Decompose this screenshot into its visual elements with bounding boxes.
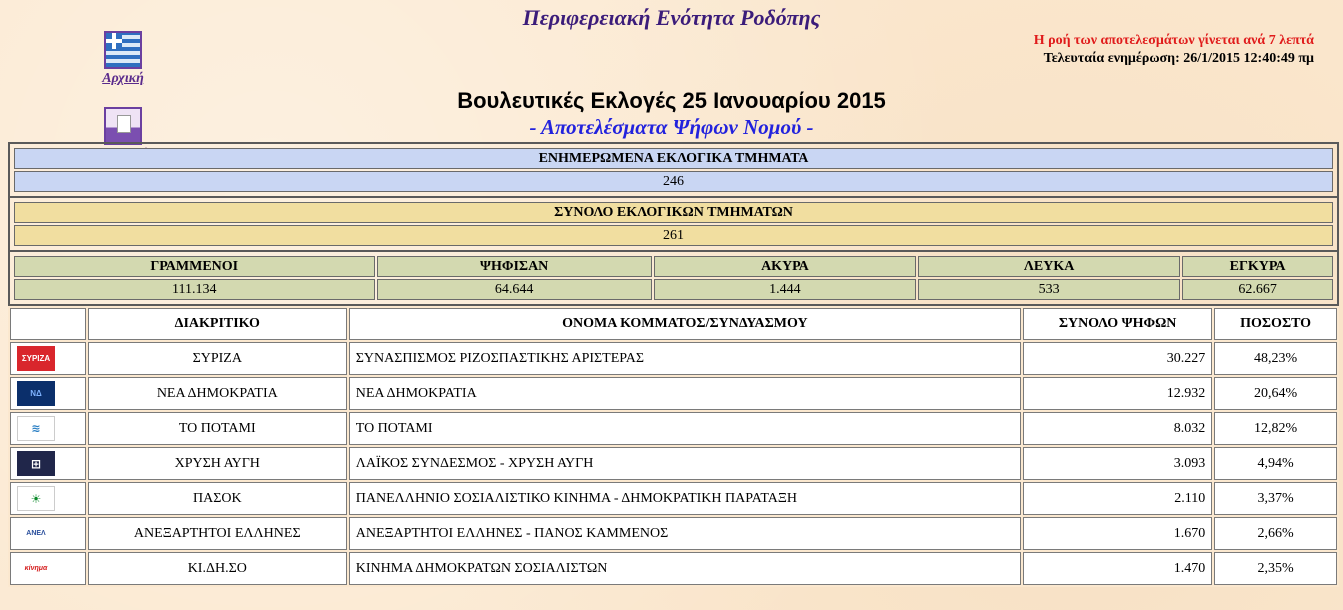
party-percentage: 2,66%	[1214, 517, 1337, 550]
party-abbr: ΝΕΑ ΔΗΜΟΚΡΑΤΙΑ	[88, 377, 347, 410]
party-abbr: ΣΥΡΙΖΑ	[88, 342, 347, 375]
party-percentage: 4,94%	[1214, 447, 1337, 480]
updated-sections-value: 246	[14, 171, 1333, 192]
xa-logo-icon: ⊞	[17, 451, 55, 476]
party-votes: 8.032	[1023, 412, 1212, 445]
party-name: ΣΥΝΑΣΠΙΣΜΟΣ ΡΙΖΟΣΠΑΣΤΙΚΗΣ ΑΡΙΣΤΕΡΑΣ	[349, 342, 1021, 375]
party-abbr: ΠΑΣΟΚ	[88, 482, 347, 515]
stat-header-blank: ΛΕΥΚΑ	[918, 256, 1180, 277]
total-sections-label: ΣΥΝΟΛΟ ΕΚΛΟΓΙΚΩΝ ΤΜΗΜΑΤΩΝ	[14, 202, 1333, 223]
party-name: ΑΝΕΞΑΡΤΗΤΟΙ ΕΛΛΗΝΕΣ - ΠΑΝΟΣ ΚΑΜΜΕΝΟΣ	[349, 517, 1021, 550]
table-row	[10, 342, 1337, 375]
party-votes: 12.932	[1023, 377, 1212, 410]
stat-value-valid: 62.667	[1182, 279, 1333, 300]
stat-header-valid: ΕΓΚΥΡΑ	[1182, 256, 1333, 277]
header-logo	[10, 308, 86, 340]
stat-header-voted: ΨΗΦΙΣΑΝ	[377, 256, 652, 277]
table-row	[10, 517, 1337, 550]
table-row	[10, 447, 1337, 480]
stat-value-registered: 111.134	[14, 279, 375, 300]
party-percentage: 3,37%	[1214, 482, 1337, 515]
header-percentage: ΠΟΣΟΣΤΟ	[1214, 308, 1337, 340]
anel-logo-icon: ΑΝΕΛ	[17, 521, 55, 546]
party-abbr: ΑΝΕΞΑΡΤΗΤΟΙ ΕΛΛΗΝΕΣ	[88, 517, 347, 550]
updated-sections-label: ΕΝΗΜΕΡΩΜΕΝΑ ΕΚΛΟΓΙΚΑ ΤΜΗΜΑΤΑ	[14, 148, 1333, 169]
party-percentage: 2,35%	[1214, 552, 1337, 585]
total-sections-value: 261	[14, 225, 1333, 246]
party-percentage: 12,82%	[1214, 412, 1337, 445]
header-party-name: ΟΝΟΜΑ ΚΟΜΜΑΤΟΣ/ΣΥΝΔΥΑΣΜΟΥ	[349, 308, 1021, 340]
vote-stats-box	[8, 250, 1339, 306]
page-title: Βουλευτικές Εκλογές 25 Ιανουαρίου 2015	[457, 88, 886, 113]
stat-value-invalid: 1.444	[654, 279, 916, 300]
page-subtitle: - Αποτελέσματα Ψήφων Νομού -	[529, 115, 814, 139]
pasok-logo-icon: ☀	[17, 486, 55, 511]
party-votes: 30.227	[1023, 342, 1212, 375]
notice-panel	[1034, 33, 1314, 67]
party-abbr: ΤΟ ΠΟΤΑΜΙ	[88, 412, 347, 445]
party-abbr: ΚΙ.ΔΗ.ΣΟ	[88, 552, 347, 585]
party-name: ΤΟ ΠΟΤΑΜΙ	[349, 412, 1021, 445]
home-link[interactable]: Αρχική	[102, 71, 144, 86]
party-votes: 2.110	[1023, 482, 1212, 515]
header-total-votes: ΣΥΝΟΛΟ ΨΗΦΩΝ	[1023, 308, 1212, 340]
table-row	[10, 552, 1337, 585]
flow-notice: Η ροή των αποτελεσμάτων γίνεται ανά 7 λεπτά	[1033, 33, 1314, 48]
table-row	[10, 377, 1337, 410]
total-sections-box	[8, 196, 1339, 252]
updated-sections-box	[8, 142, 1339, 198]
results-table	[8, 306, 1339, 587]
last-update: Τελευταία ενημέρωση: 26/1/2015 12:40:49 πμ	[1043, 51, 1314, 66]
header-abbr: ΔΙΑΚΡΙΤΙΚΟ	[88, 308, 347, 340]
table-row	[10, 412, 1337, 445]
party-name: ΝΕΑ ΔΗΜΟΚΡΑΤΙΑ	[349, 377, 1021, 410]
party-percentage: 48,23%	[1214, 342, 1337, 375]
stat-header-registered: ΓΡΑΜΜΕΝΟΙ	[14, 256, 375, 277]
stat-value-voted: 64.644	[377, 279, 652, 300]
party-name: ΛΑΪΚΟΣ ΣΥΝΔΕΣΜΟΣ - ΧΡΥΣΗ ΑΥΓΗ	[349, 447, 1021, 480]
syriza-logo-icon: ΣΥΡΙΖΑ	[17, 346, 55, 371]
party-votes: 1.670	[1023, 517, 1212, 550]
nd-logo-icon: ΝΔ	[17, 381, 55, 406]
party-name: ΠΑΝΕΛΛΗΝΙΟ ΣΟΣΙΑΛΙΣΤΙΚΟ ΚΙΝΗΜΑ - ΔΗΜΟΚΡΑΤΙΚΗ ΠΑΡΑΤΑΞΗ	[349, 482, 1021, 515]
stat-header-invalid: ΑΚΥΡΑ	[654, 256, 916, 277]
kidiso-logo-icon: κίνημα	[17, 556, 55, 581]
party-name: ΚΙΝΗΜΑ ΔΗΜΟΚΡΑΤΩΝ ΣΟΣΙΑΛΙΣΤΩΝ	[349, 552, 1021, 585]
potami-logo-icon: ≋	[17, 416, 55, 441]
party-abbr: ΧΡΥΣΗ ΑΥΓΗ	[88, 447, 347, 480]
greek-flag-icon[interactable]	[104, 31, 142, 69]
region-title: Περιφερειακή Ενότητα Ροδόπης	[522, 5, 821, 30]
stat-value-blank: 533	[918, 279, 1180, 300]
results-header-row	[10, 308, 1337, 340]
nav-home[interactable]	[96, 31, 150, 87]
party-percentage: 20,64%	[1214, 377, 1337, 410]
party-votes: 1.470	[1023, 552, 1212, 585]
table-row	[10, 482, 1337, 515]
party-votes: 3.093	[1023, 447, 1212, 480]
